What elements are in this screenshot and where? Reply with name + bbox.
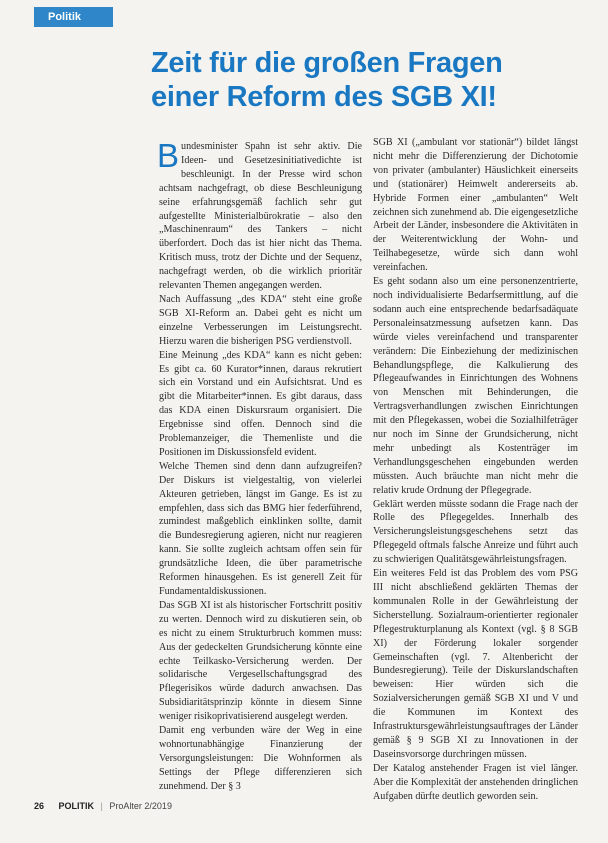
section-tab: Politik — [34, 7, 113, 27]
paragraph: Der Katalog anstehender Fragen ist viel länger. Aber die Komplexität der anstehenden dringlichen Aufgaben dürfte deutlich geworden sein. — [373, 762, 578, 802]
drop-cap: B — [157, 137, 180, 174]
paragraph: Eine Meinung „des KDA“ kann es nicht geben: Es gibt ca. 60 Kurator*innen, daraus rekrutiert sich ein Vorstand und ein Aufsichtsrat. Und es gibt die Mitarbeiter*innen. Es gibt daraus, dass das KDA einen Diskursraum organisiert. Die Ergebnisse sind offen. Dennoch sind die Problemanzeiger, die Themenliste und die Positionen im Diskussionsfeld evident. — [159, 349, 362, 458]
paragraph: Ein weiteres Feld ist das Problem des vom PSG III nicht abschließend geklärten Themas der kommunalen Rolle in der Gewährleistung der Sicherstellung. Sozialraum-orientierter regionaler Pflegestrukturplanung als Kontext (vgl. § 8 SGB XI) der Förderung lokaler sorgender Gemeinschaften (vgl. 7. Altenbericht der Bundesregierung). Teile der Diskurslandschaften beweisen: Hier würden sich die Sozialversicherungen gemäß SGB XI und V und die Kommunen im Kontext des Infrastruktursgewährleistungsauftrages der Länder gemäß § 9 SGB XI zu Innovationen in der Daseinsvorsorge durchringen müssen. — [373, 568, 578, 760]
paragraph: Damit eng verbunden wäre der Weg in eine wohnortunabhängige Finanzierung der Versorgungsleistungen: Die Wohnformen als Settings der Pflege differenzieren sich zunehmend. Der § 3 — [159, 725, 362, 792]
paragraph: Es geht sodann also um eine personenzentrierte, noch individualisierte Bedarfsermittlung, auf die sodann auch eine entsprechende bedarfsadäquate Personaleinsatzmessung aufsetzen kann. Das würde vieles vereinfachend und transparenter verändern: Die Einbeziehung der medizinischen Behandlungspflege, die Kalkulierung des Pflegeaufwandes in Einrichtungen des Wohnens von Menschen mit Behinderungen, die Vertragsverhandlungen zwischen Einrichtungen mit den Pflegekassen, wobei die Sozialhilfeträger nur noch im Sinne der Grundsicherung, nicht mehr unbedingt als Kostenträger im Verhandlungsgeschehen eingebunden werden müssten. Auch bräuchte man nicht mehr die relativ krude Ordnung der Pflegegrade. — [373, 276, 578, 496]
page-footer — [34, 801, 172, 811]
paragraph: Welche Themen sind denn dann aufzugreifen? Der Diskurs ist vielgestaltig, von vielerlei Akteuren getrieben, längst im Gange. Es ist zu empfehlen, dass sich das BMG hier federführend, zumindest maßgeblich einklinken sollte, damit die Bundesregierung agieren, nicht nur reagieren kann. Sie sollte zugleich achtsam offen sein für grundsätzliche Ideen, die über parametrische Reformen hinausgehen. Es ist generell Zeit für Fundamentaldiskussionen. — [159, 460, 362, 597]
headline: Zeit für die großen Fragen einer Reform des SGB XI! — [151, 47, 503, 113]
paragraph: Das SGB XI ist als historischer Fortschritt positiv zu werten. Dennoch wird zu diskutieren sein, ob es nicht zu einem Strukturbruch kommen muss: Aus der gedeckelten Grundsicherung könnte eine echte Teilkasko-Versicherung werden. Der solidarische Vergesellschaftungsgrad des Pflegerisikos würde dadurch anwachsen. Das Subsidiaritätsprinzip könnte in diesem Sinne weniger risikoprivatisierend ausgelegt werden. — [159, 599, 362, 723]
paragraph: Geklärt werden müsste sodann die Frage nach der Rolle des Pflegegeldes. Innerhalb des Versicherungsleistungsgeschehens setzt das Pflegegeld oftmals falsche Anreize und führt auch zu schwierigen Qualitätsgewährleistungsfragen. — [373, 498, 578, 566]
page-number: 26 — [34, 801, 45, 811]
paragraph: Nach Auffassung „des KDA“ steht eine große SGB XI-Reform an. Dabei geht es nicht um einzelne Verbesserungen im Leistungsrecht. Hierzu waren die bisherigen PSG verdienstvoll. — [159, 293, 362, 347]
footer-separator: | — [100, 801, 103, 811]
paragraph: undesminister Spahn ist sehr aktiv. Die Ideen- und Gesetzesinitiativedichte ist beschleunigt. In der Presse wird schon achtsam nachgefragt, ob diese Beschleunigung seine erfahrungsgemäß fachlich sehr gut aufgestellte Ministerialbürokratie – also den „Maschinenraum“ des Tankers – nicht überfordert. Doch das ist hier nicht das Thema. Kritisch muss, trotz der Dichte und der Sequenz, nachgefragt werden, ob die wirklich prioritär relevanten Themen angegangen werden. — [159, 141, 362, 292]
article-column-left — [157, 137, 362, 794]
paragraph: SGB XI („ambulant vor stationär“) bildet längst nicht mehr die Differenzierung der Dichotomie von privater (ambulanter) Häuslichkeit einerseits und (stationärer) Heimwelt andererseits ab. Hybride Formen einer „ambulanten“ Welt zeichnen sich zunehmend ab. Die eigengesetzliche Arbeit der Länder, insbesondere die Aktivitäten in der Weiterentwicklung der Wohn- und Teilhabegesetze, würde sich dann wohl vereinfachen. — [373, 137, 578, 274]
article-column-right — [373, 136, 578, 804]
magazine-issue: ProAlter 2/2019 — [109, 801, 172, 811]
footer-section: POLITIK — [58, 801, 95, 811]
